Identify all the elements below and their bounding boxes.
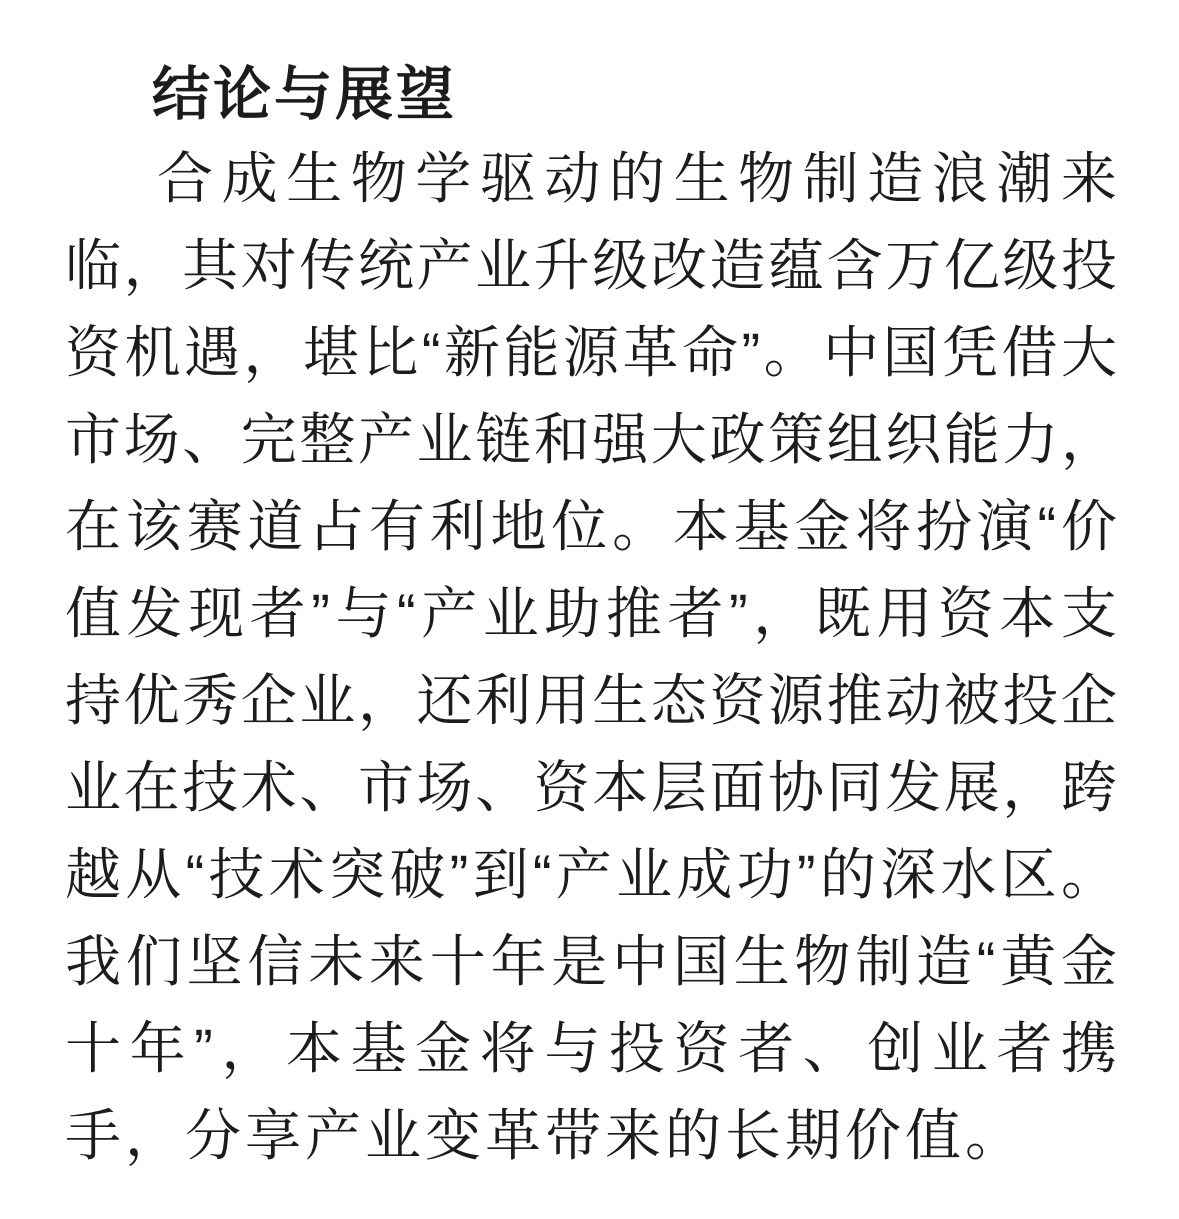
- paragraph-line: 持优秀企业，还利用生态资源推动被投企: [65, 669, 1117, 732]
- paragraph-line: 资机遇，堪比“新能源革命”。中国凭借大: [65, 321, 1117, 384]
- paragraph-line: 在该赛道占有利地位。本基金将扮演“价: [65, 495, 1117, 558]
- paragraph-line: 手，分享产业变革带来的长期价值。: [65, 1104, 1025, 1167]
- paragraph-line: 业在技术、市场、资本层面协同发展，跨: [65, 756, 1117, 819]
- paragraph-line: 十年”，本基金将与投资者、创业者携: [65, 1017, 1117, 1080]
- section-heading: 结论与展望: [152, 62, 458, 127]
- paragraph-line: 越从“技术突破”到“产业成功”的深水区。: [65, 843, 1117, 906]
- paragraph-line: 值发现者”与“产业助推者”，既用资本支: [65, 582, 1117, 645]
- paragraph-line: 合成生物学驱动的生物制造浪潮来: [157, 147, 1117, 210]
- body-paragraph: [65, 135, 1117, 1179]
- paragraph-line: 临，其对传统产业升级改造蕴含万亿级投: [65, 234, 1117, 297]
- paragraph-line: 我们坚信未来十年是中国生物制造“黄金: [65, 930, 1117, 993]
- paragraph-line: 市场、完整产业链和强大政策组织能力，: [65, 408, 1117, 471]
